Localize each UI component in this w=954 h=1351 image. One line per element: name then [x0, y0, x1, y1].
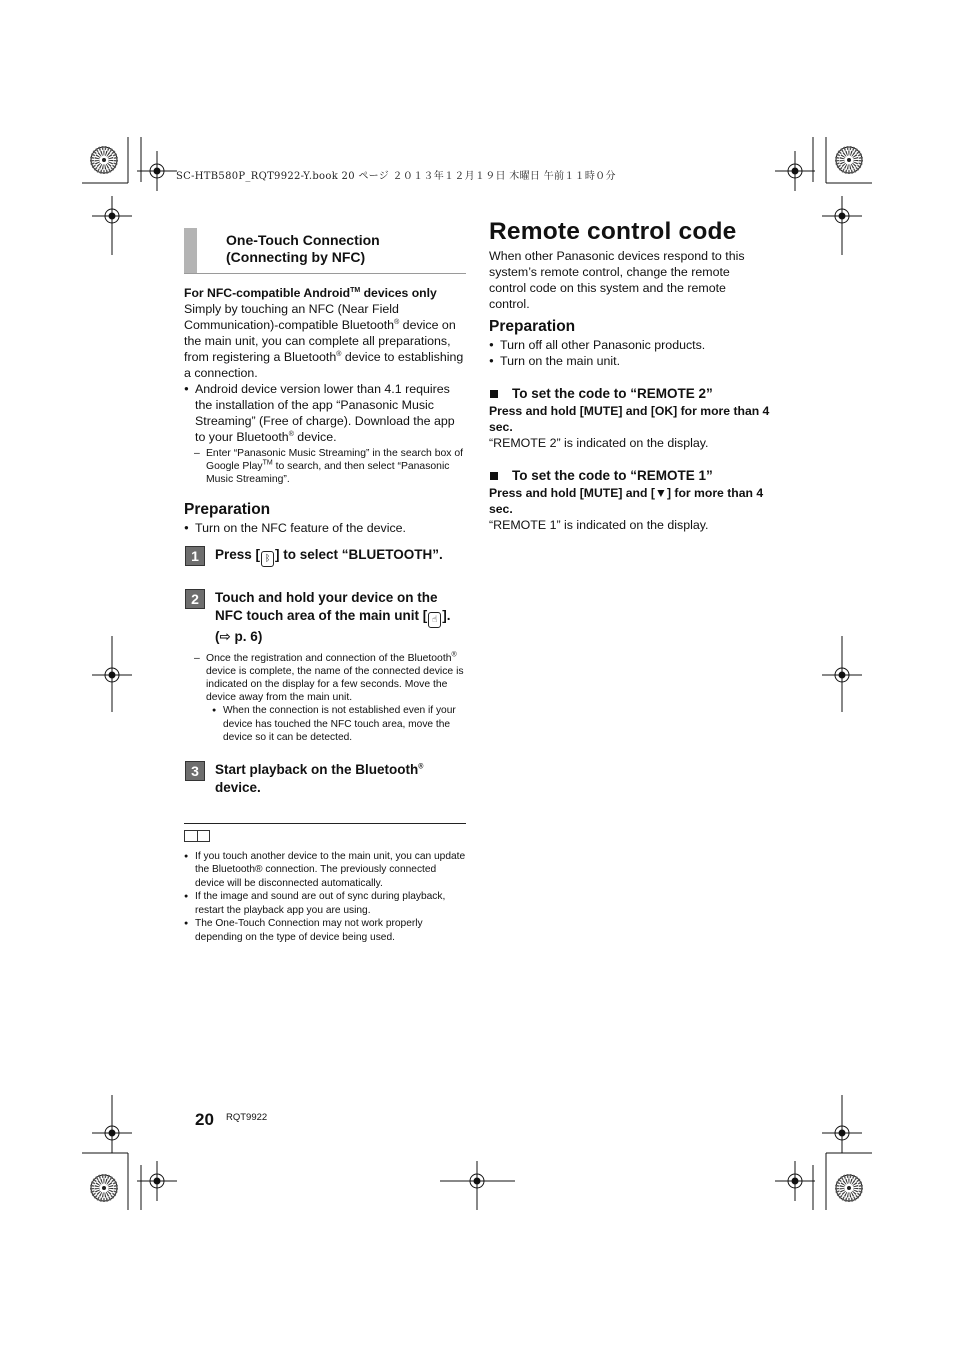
step2-text-end: ]. (⇨ p. 6) — [215, 608, 451, 644]
note-item: ● If you touch another device to the main unit, you can update the Bluetooth® connection. The previously connected device will be disconnected automatically. — [184, 850, 466, 891]
remote-preparation-heading: Preparation — [489, 318, 576, 335]
step2-text: Touch and hold your device on the NFC touch area of the main unit [ — [215, 590, 438, 623]
book-icon — [184, 830, 210, 842]
step2-dash-note — [184, 652, 466, 704]
step3-text-end: device. — [215, 779, 261, 795]
remote-prep-bullet: ● Turn off all other Panasonic products. — [489, 337, 779, 353]
remote1-result: “REMOTE 1” is indicated on the display. — [489, 518, 709, 532]
nfc-touch-icon: ☝ — [428, 612, 441, 628]
step2-note-text: Once the registration and connection of the Bluetooth — [206, 653, 452, 664]
registration-starburst-icon — [836, 1175, 862, 1201]
subhead-text-end: devices only — [360, 286, 437, 300]
android-bullet-text-end: device. — [293, 430, 337, 444]
step-number-1: 1 — [185, 546, 205, 566]
note-item: ● The One-Touch Connection may not work properly depending on the type of device being used. — [184, 917, 466, 944]
step2-sub-note-wrap — [184, 704, 466, 745]
section-title-line-2: (Connecting by NFC) — [226, 249, 366, 265]
step-number-2: 2 — [185, 589, 205, 609]
page-title: Remote control code — [489, 218, 737, 245]
preparation-heading: Preparation — [184, 501, 271, 518]
nfc-intro-paragraph — [184, 301, 466, 381]
step1-text-end: ] to select “BLUETOOTH”. — [275, 547, 443, 562]
remote-prep-bullet: ● Turn on the main unit. — [489, 353, 779, 369]
section-heading-nfc — [184, 228, 466, 274]
page-number: 20 — [195, 1110, 214, 1129]
bluetooth-icon: ᛒ — [261, 551, 274, 567]
registered-mark: ® — [336, 350, 342, 358]
remote1-heading: To set the code to “REMOTE 1” — [489, 467, 779, 485]
step2-sub-bullet: ● When the connection is not established even if your device has touched the NFC touch area, move the device so it can be detected. — [212, 704, 466, 745]
step3-text: Start playback on the Bluetooth — [215, 761, 419, 777]
step1-text: Press [ — [215, 547, 261, 562]
section-title — [226, 232, 456, 266]
registered-mark: ® — [451, 651, 457, 659]
registration-crosshair-icon — [775, 1161, 815, 1201]
step-3 — [184, 761, 466, 797]
step-2 — [184, 589, 466, 646]
intro-text-1: Simply by touching an NFC (Near Field Communication)-compatible Bluetooth — [184, 302, 399, 332]
note-item: ● If the image and sound are out of sync during playback, restart the playback app you are using. — [184, 890, 466, 917]
right-column — [489, 216, 779, 533]
registration-starburst-icon — [836, 147, 862, 173]
registration-starburst-icon — [91, 1175, 117, 1201]
google-play-dash-note — [184, 447, 466, 486]
registration-crosshair-icon — [137, 1161, 177, 1201]
registration-crosshair-icon — [137, 151, 177, 191]
step2-note-text-end: device is complete, the name of the connected device is indicated on the display for a few seconds. Move the device away from the main unit. — [206, 666, 464, 703]
print-header-line: SC-HTB580P_RQT9922-Y.book 20 ページ ２０１３年１２月１９日 木曜日 午前１１時０分 — [176, 171, 616, 182]
remote2-heading: To set the code to “REMOTE 2” — [489, 385, 779, 403]
trademark-mark: TM — [262, 459, 273, 467]
intro-text-2: device on the main unit, you can complete all preparations, from registering a Bluetooth — [184, 318, 456, 364]
registered-mark: ® — [418, 763, 424, 770]
intro-text-3: device to establishing a connection. — [184, 350, 464, 380]
remote1-instruction: Press and hold [MUTE] and [▼] for more than 4 sec. — [489, 486, 764, 516]
step-1 — [184, 546, 466, 567]
preparation-bullet: ● Turn on the NFC feature of the device. — [184, 520, 466, 536]
google-note-text-end: to search, and then select “Panasonic Music Streaming”. — [206, 461, 450, 485]
registered-mark: ® — [394, 318, 400, 326]
notes-section — [184, 823, 466, 945]
registered-mark: ® — [288, 430, 294, 438]
trademark-mark: TM — [350, 286, 361, 294]
left-column — [184, 228, 466, 944]
remote2-result: “REMOTE 2” is indicated on the display. — [489, 436, 709, 450]
section-heading-bar — [184, 228, 197, 273]
google-note-text: Enter “Panasonic Music Streaming” in the search box of Google Play — [206, 448, 464, 472]
step-number-3: 3 — [185, 761, 205, 781]
android-requirement-bullet — [184, 381, 466, 445]
remote-intro-paragraph: When other Panasonic devices respond to this system’s remote control, change the remote control code on this system and the remote control. — [489, 249, 745, 311]
android-bullet-text: Android device version lower than 4.1 requires the installation of the app “Panasonic Music Streaming” (Free of charge). Download the app to your Bluetooth — [195, 382, 455, 444]
nfc-subheading — [184, 285, 466, 301]
section-title-line-1: One-Touch Connection — [226, 232, 380, 248]
subhead-text: For NFC-compatible Android — [184, 286, 351, 300]
registration-crosshair-icon — [775, 151, 815, 191]
registration-starburst-icon — [91, 147, 117, 173]
remote2-instruction: Press and hold [MUTE] and [OK] for more than 4 sec. — [489, 404, 770, 434]
document-code: RQT9922 — [226, 1112, 268, 1123]
